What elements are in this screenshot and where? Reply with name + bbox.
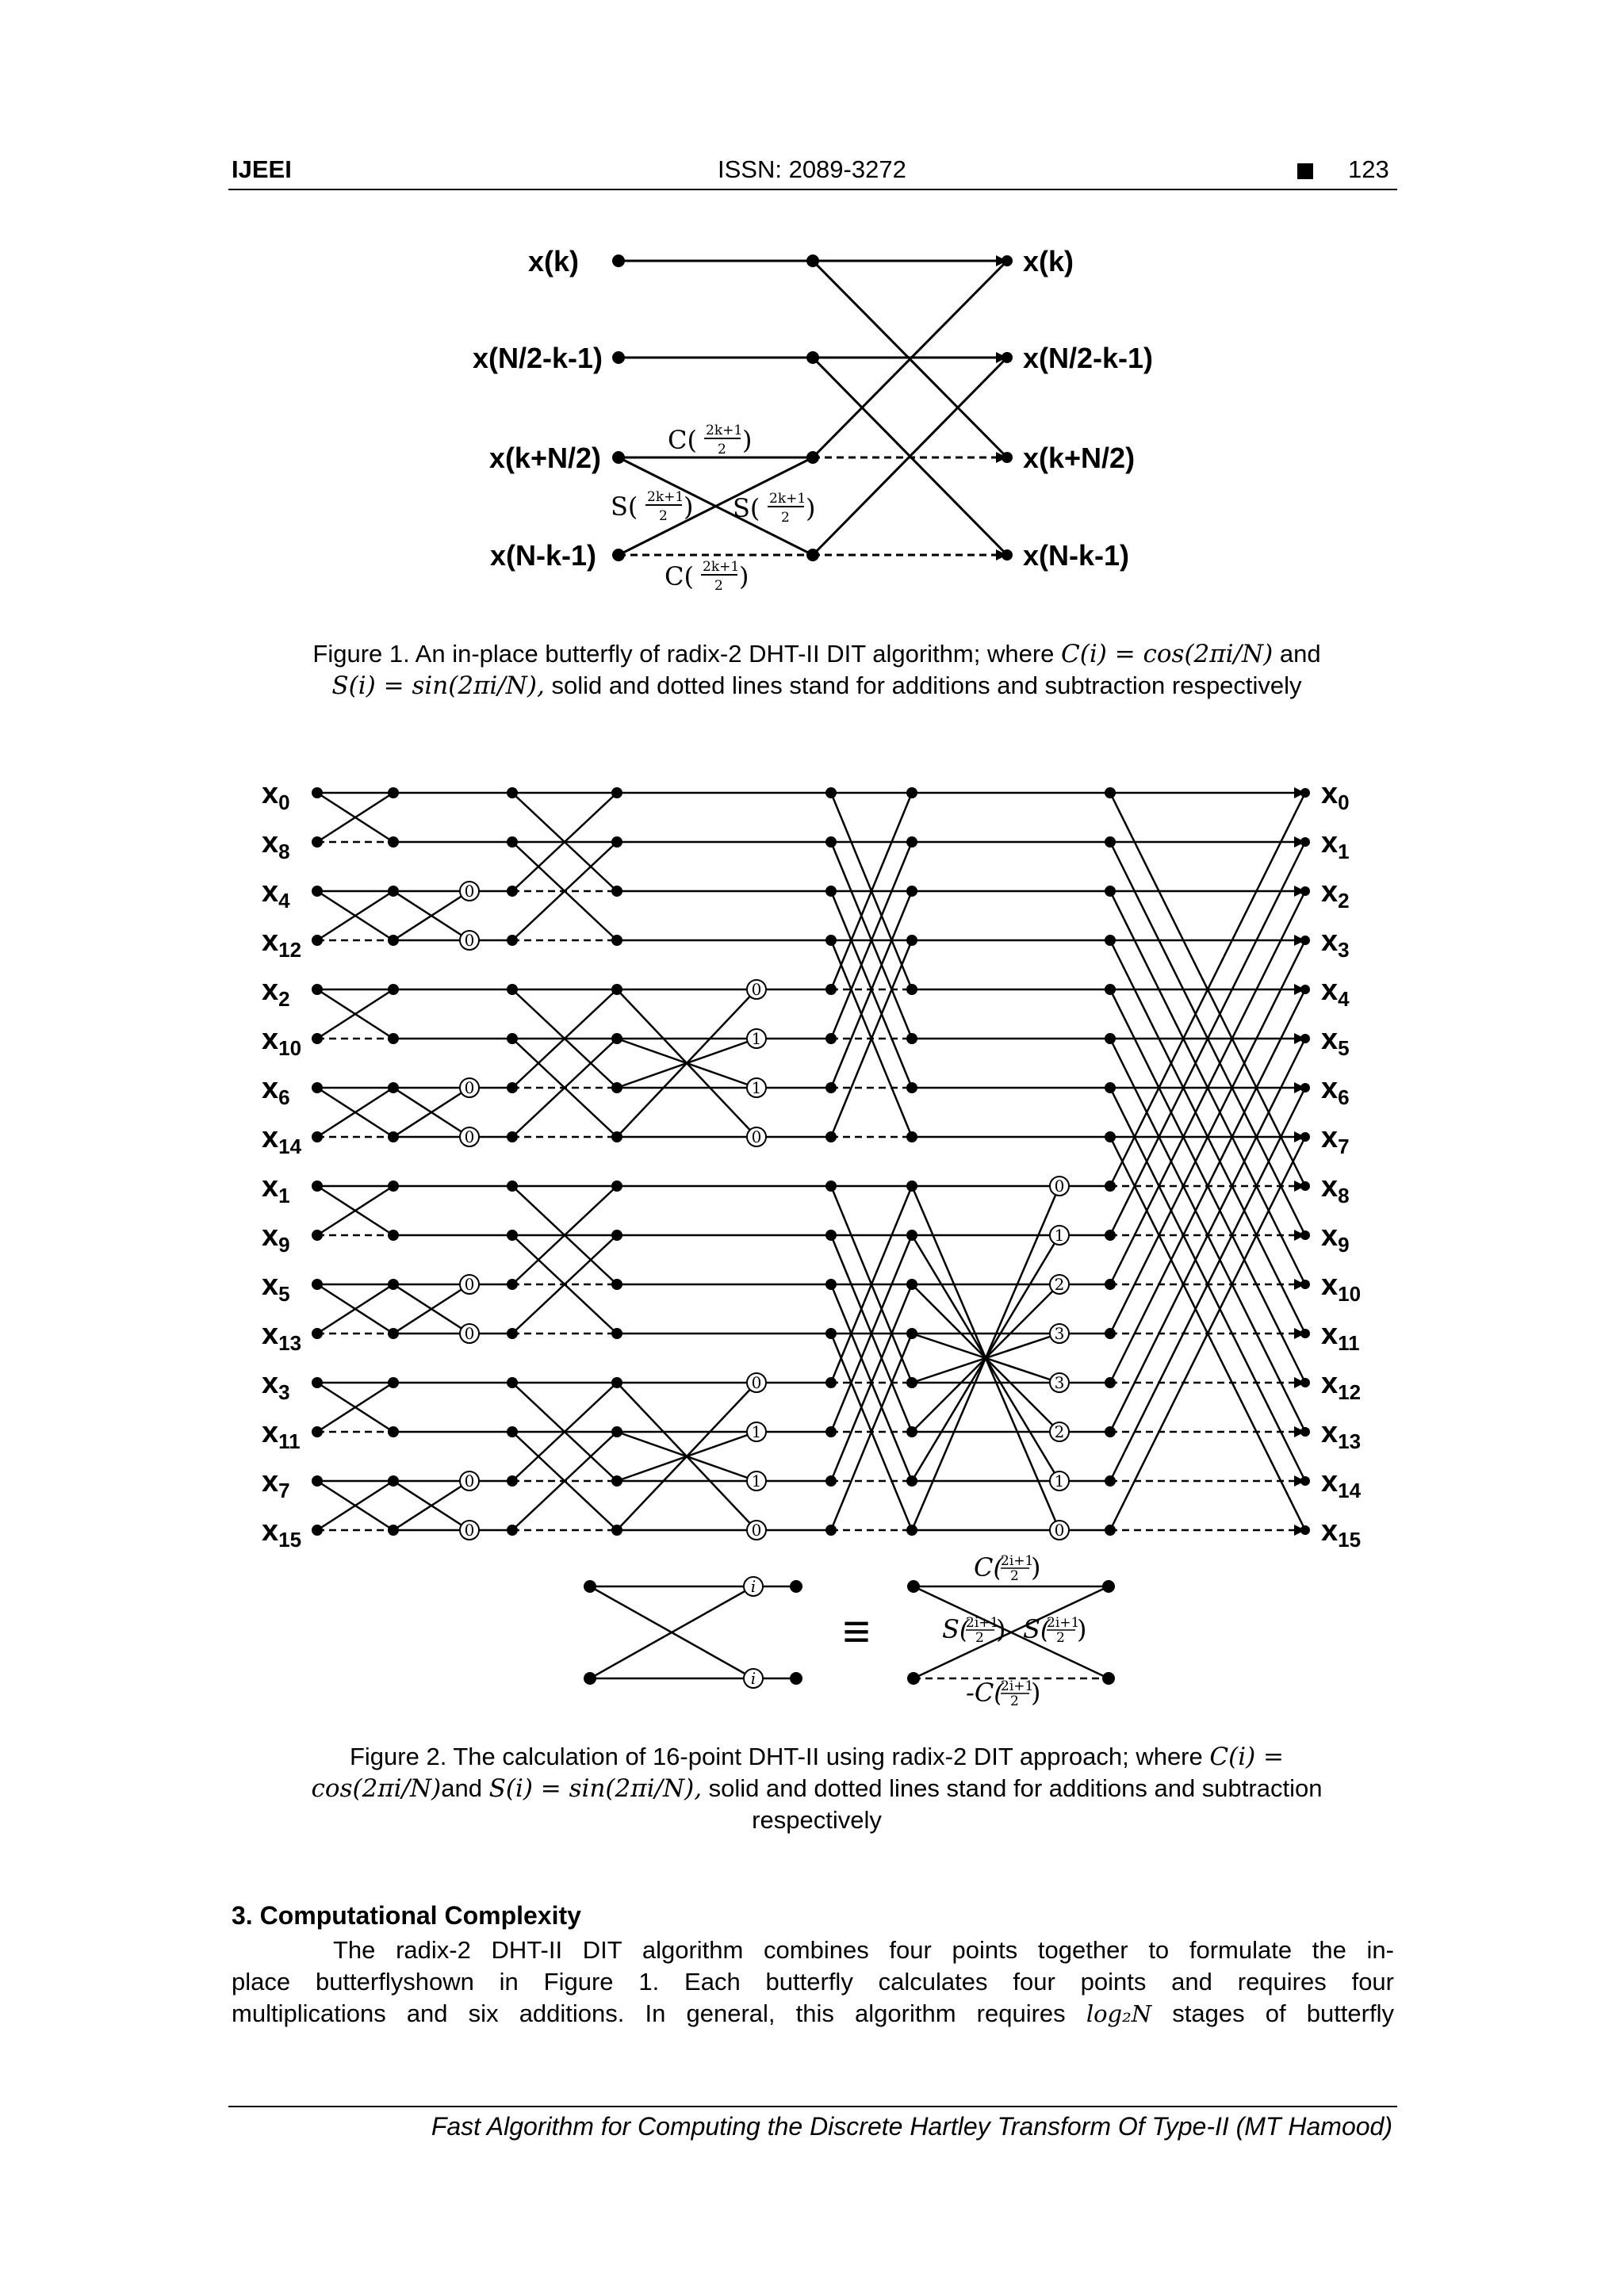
input-subscript: 1 [278,1184,290,1207]
flow-node [388,1426,399,1437]
twiddle-index: 0 [464,1324,475,1343]
fig1-right-label: x(k) [1023,245,1074,277]
caption-math: C(i) = cos(2πi/N) [1061,640,1274,668]
section-heading: 3. Computational Complexity [232,1901,581,1930]
twiddle-index: 1 [1054,1226,1065,1245]
caption-text: Figure 2. The calculation of 16-point DHT-II using radix-2 DIT approach; where [349,1743,1210,1770]
twiddle-index: 0 [464,1275,475,1294]
flow-node [906,1082,917,1093]
input-subscript: 11 [278,1429,301,1453]
figure-2-flow-graph [0,761,1624,1712]
input-subscript: 13 [278,1331,302,1355]
flow-node [507,787,518,798]
caption-text: and [441,1774,489,1802]
output-subscript: 3 [1338,938,1350,962]
coef-arg-num: 2k+1 [706,423,743,438]
output-node [1300,788,1310,798]
output-subscript: 1 [1338,840,1350,863]
flow-node [1105,1082,1116,1093]
flow-node [1105,1279,1116,1290]
output-label: $x_{11}$ [1321,1318,1360,1355]
flow-node [825,984,837,995]
output-label: $x_5$ [1321,1023,1350,1060]
figure-2-caption [238,1741,1396,1836]
input-subscript: 9 [278,1233,290,1257]
flow-node [825,1181,837,1192]
coef-c-top: C( [668,425,697,455]
output-subscript: 6 [1338,1085,1350,1109]
flow-node [611,1033,622,1044]
input-label: $x_6$ [262,1072,290,1109]
input-subscript: 10 [278,1036,302,1060]
journal-name: IJEEI [232,155,292,183]
page-number: 123 [1348,155,1389,183]
input-label: $x_2$ [262,974,290,1011]
fig1-right-label: x(N-k-1) [1023,539,1130,572]
caption-math: S(i) = sin(2πi/N), [488,1774,703,1803]
figure-1-butterfly [0,222,1624,618]
output-label: $x_{14}$ [1321,1465,1362,1502]
flow-node [507,1377,518,1388]
input-subscript: 4 [278,889,290,913]
input-subscript: 14 [278,1135,302,1158]
flow-node [906,1377,917,1388]
flow-node [507,1525,518,1536]
flow-node [507,1475,518,1487]
twiddle-index: 0 [751,980,762,999]
legend-arg-den: 2 [1010,1568,1019,1584]
flow-node [507,935,518,946]
output-subscript: 7 [1338,1135,1350,1158]
flow-node [312,886,323,897]
flow-node [388,1181,399,1192]
output-subscript: 2 [1338,889,1350,913]
output-node [1300,1280,1310,1289]
output-subscript: 8 [1338,1184,1350,1207]
flow-node [388,1377,399,1388]
output-label: $x_{10}$ [1321,1269,1362,1306]
flow-node [611,886,622,897]
caption-text: and [1273,640,1321,668]
flow-node [312,1033,323,1044]
output-label: $x_2$ [1321,875,1350,913]
twiddle-index: 0 [464,1127,475,1146]
output-label: $x_3$ [1321,924,1350,962]
flow-node [906,1131,917,1142]
twiddle-index: 0 [464,931,475,950]
flow-node [825,1377,837,1388]
body-paragraph [232,1934,1394,2030]
flow-node [1105,1033,1116,1044]
running-footer: Fast Algorithm for Computing the Discrete Hartley Transform Of Type-II (MT Hamood) [431,2112,1392,2141]
flow-node [507,1279,518,1290]
output-node [1300,1181,1310,1191]
flow-node [312,1082,323,1093]
flow-node [312,1328,323,1339]
input-subscript: 3 [278,1380,290,1404]
coef-close: ) [742,425,753,455]
input-subscript: 5 [278,1282,290,1306]
coef-arg-den: 2 [718,442,726,457]
flow-node [906,1230,917,1241]
flow-node [388,1279,399,1290]
caption-text: . An in-place butterfly of radix-2 DHT-II DIT algorithm; where [403,640,1062,668]
input-subscript: 8 [278,840,290,863]
flow-node [312,984,323,995]
flow-node [906,1475,917,1487]
caption-text: solid and dotted lines stand for additions and subtraction respectively [544,672,1302,699]
flow-node [906,984,917,995]
output-label: $x_9$ [1321,1219,1350,1257]
input-label: $x_4$ [262,875,290,913]
legend-c-top: C( [974,1552,1003,1582]
output-label: $x_{15}$ [1321,1514,1362,1552]
flow-node [611,1230,622,1241]
input-subscript: 6 [278,1085,290,1109]
body-line [232,1998,1394,2030]
legend-close: ) [996,1614,1006,1644]
output-node [1300,886,1310,896]
flow-node [825,1328,837,1339]
issn: ISSN: 2089-3272 [718,155,906,183]
output-subscript: 9 [1338,1233,1350,1257]
legend-close: ) [1077,1614,1087,1644]
output-subscript: 13 [1338,1429,1362,1453]
flow-node [507,1131,518,1142]
header-rule [228,189,1397,190]
caption-label: Figure 1 [312,640,404,668]
flow-node [388,1131,399,1142]
flow-node [825,836,837,848]
flow-node [611,1181,622,1192]
input-label: $x_9$ [262,1219,290,1257]
square-bullet-icon [1297,163,1313,179]
caption-text: respectively [752,1806,882,1834]
coef-s-right: S( [733,493,760,523]
output-subscript: 4 [1338,987,1350,1011]
flow-node [507,984,518,995]
coef-arg-den: 2 [781,510,790,526]
flow-node [388,1328,399,1339]
input-label: $x_3$ [262,1367,290,1404]
output-subscript: 0 [1338,790,1350,814]
flow-node [906,1426,917,1437]
flow-node [825,1230,837,1241]
legend-arg-num: 2i+1 [1001,1553,1034,1569]
flow-node [312,1181,323,1192]
flow-node [507,1033,518,1044]
twiddle-index: 2 [1054,1422,1065,1441]
flow-node [1105,1131,1116,1142]
flow-node [388,1082,399,1093]
output-label: $x_7$ [1321,1121,1350,1158]
twiddle-index: 0 [751,1373,762,1392]
flow-node [611,1475,622,1487]
coef-arg-num: 2k+1 [647,489,684,505]
output-node [1300,1329,1310,1338]
output-node [1300,1132,1310,1142]
input-label: $x_8$ [262,826,290,863]
output-subscript: 5 [1338,1036,1350,1060]
flow-node [611,1525,622,1536]
flow-node [1105,935,1116,946]
output-subscript: 10 [1338,1282,1362,1306]
output-node [1300,1034,1310,1043]
flow-node [611,984,622,995]
input-label: $x_{11}$ [262,1416,301,1453]
flow-node [312,1475,323,1487]
output-node [1300,1230,1310,1240]
output-subscript: 12 [1338,1380,1362,1404]
flow-node [507,886,518,897]
flow-node [611,1082,622,1093]
flow-node [825,886,837,897]
flow-node [388,1033,399,1044]
coef-arg-den: 2 [714,578,723,594]
flow-node [611,836,622,848]
input-label: $x_{12}$ [262,924,302,962]
input-label: $x_0$ [262,777,290,814]
input-subscript: 7 [278,1479,290,1502]
coef-close: ) [684,492,694,522]
flow-node [611,935,622,946]
output-node [1300,985,1310,994]
flow-node [388,1475,399,1487]
twiddle-index: 0 [751,1521,762,1540]
coef-arg-num: 2k+1 [769,491,806,507]
body-math: log₂N [1086,2000,1152,2027]
fig1-left-label: x(N-k-1) [489,539,596,572]
flow-node [312,935,323,946]
output-label: $x_6$ [1321,1072,1350,1109]
coef-c-bottom: C( [665,561,694,591]
flow-node [1105,984,1116,995]
fig1-left-label: x(k+N/2) [488,442,601,474]
flow-node [906,836,917,848]
body-line: The radix-2 DHT-II DIT algorithm combines four points together to formulate the in- [333,1936,1394,1964]
output-node [1300,1427,1310,1437]
caption-math: S(i) = sin(2πi/N), [331,672,545,700]
body-text: multiplications and six additions. In general, this algorithm requires [232,1999,1086,2027]
twiddle-index: 2 [1054,1275,1065,1294]
flow-node [1105,1525,1116,1536]
flow-node [906,1525,917,1536]
output-label: $x_8$ [1321,1170,1350,1207]
output-node [1300,936,1310,945]
flow-node [388,1230,399,1241]
flow-node [611,1279,622,1290]
body-text: stages of butterfly [1151,1999,1394,2027]
flow-node [507,1181,518,1192]
twiddle-index: 1 [751,1422,762,1441]
flow-node [906,787,917,798]
input-label: $x_5$ [262,1269,290,1306]
flow-node [312,1230,323,1241]
twiddle-index: 1 [1054,1471,1065,1490]
legend-close: ) [1031,1678,1041,1708]
flow-node [507,836,518,848]
input-subscript: 0 [278,790,290,814]
twiddle-index: 0 [464,882,475,901]
output-node [1300,837,1310,847]
flow-node [388,836,399,848]
flow-node [312,1131,323,1142]
coef-arg-den: 2 [659,508,668,524]
flow-node [312,1426,323,1437]
footer-rule [228,2106,1397,2107]
twiddle-index: 0 [464,1471,475,1490]
flow-node [825,1279,837,1290]
legend-arg-den: 2 [975,1630,984,1646]
twiddle-index: 0 [751,1127,762,1146]
twiddle-index: 0 [464,1521,475,1540]
twiddle-index: 0 [464,1078,475,1097]
flow-node [1105,1426,1116,1437]
fig1-right-label: x(k+N/2) [1023,442,1136,474]
output-node [1300,1525,1310,1535]
input-subscript: 2 [278,987,290,1011]
coef-s-left: S( [611,492,638,522]
flow-node [1105,886,1116,897]
flow-node [388,935,399,946]
flow-node [825,1082,837,1093]
flow-node [312,836,323,848]
input-label: $x_{15}$ [262,1514,302,1552]
twiddle-node-label: i [750,1669,756,1688]
flow-node [611,1377,622,1388]
input-label: $x_{14}$ [262,1121,302,1158]
output-subscript: 11 [1338,1331,1360,1355]
flow-node [1105,1328,1116,1339]
output-label: $x_1$ [1321,826,1350,863]
flow-node [825,1525,837,1536]
flow-node [825,1426,837,1437]
flow-node [507,1230,518,1241]
caption-math: C(i) = [1209,1743,1285,1771]
flow-node [906,1181,917,1192]
flow-node [1105,1475,1116,1487]
flow-node [312,1279,323,1290]
flow-node [611,1426,622,1437]
flow-node [388,886,399,897]
flow-node [825,1131,837,1142]
flow-node [507,1426,518,1437]
flow-node [312,1525,323,1536]
flow-node [825,1033,837,1044]
legend-c-bottom: -C( [966,1678,1004,1708]
legend-arg-num: 2i+1 [1047,1615,1080,1631]
flow-node [312,787,323,798]
body-line: place butterflyshown in Figure 1. Each butterfly calculates four points and requires four [232,1968,1394,1996]
caption-text: solid and dotted lines stand for additions and subtraction [702,1774,1323,1802]
legend-arg-den: 2 [1010,1693,1019,1709]
flow-node [906,1328,917,1339]
twiddle-index: 1 [751,1029,762,1048]
flow-node [611,1131,622,1142]
output-label: $x_{13}$ [1321,1416,1362,1453]
input-subscript: 12 [278,938,302,962]
twiddle-index: 3 [1054,1373,1065,1392]
flow-node [1105,787,1116,798]
fig1-right-label: x(N/2-k-1) [1023,342,1154,374]
flow-node [1105,1230,1116,1241]
legend-s-left: S( [942,1614,970,1644]
flow-node [1105,1377,1116,1388]
fig1-left-label: x(N/2-k-1) [472,342,603,374]
output-label: $x_4$ [1321,974,1350,1011]
input-label: $x_{10}$ [262,1023,302,1060]
equivalence-sign: ≡ [842,1605,871,1658]
twiddle-index: 0 [1054,1177,1065,1196]
flow-node [825,787,837,798]
coef-arg-num: 2k+1 [703,559,740,575]
flow-node [388,984,399,995]
coef-close: ) [806,493,816,523]
input-subscript: 15 [278,1528,302,1552]
input-label: $x_{13}$ [262,1318,302,1355]
input-label: $x_1$ [262,1170,290,1207]
flow-node [507,1082,518,1093]
twiddle-node-label: i [750,1577,756,1596]
flow-node [906,886,917,897]
flow-node [388,1525,399,1536]
output-label: $x_0$ [1321,777,1350,814]
flow-node [906,1279,917,1290]
legend-close: ) [1031,1552,1041,1582]
flow-node [312,1377,323,1388]
fig1-left-label: x(k) [527,245,579,277]
output-label: $x_{12}$ [1321,1367,1362,1404]
flow-node [825,1475,837,1487]
twiddle-index: 3 [1054,1324,1065,1343]
legend-arg-den: 2 [1056,1630,1065,1646]
output-node [1300,1476,1310,1486]
output-node [1300,1083,1310,1093]
twiddle-index: 0 [1054,1521,1065,1540]
flow-node [906,1033,917,1044]
output-subscript: 15 [1338,1528,1362,1552]
legend-s-right: S( [1023,1614,1051,1644]
legend-arg-num: 2i+1 [966,1615,999,1631]
output-node [1300,1378,1310,1387]
flow-node [906,935,917,946]
output-subscript: 14 [1338,1479,1362,1502]
twiddle-index: 1 [751,1078,762,1097]
twiddle-index: 1 [751,1471,762,1490]
flow-node [825,935,837,946]
flow-node [611,1328,622,1339]
input-label: $x_7$ [262,1465,290,1502]
flow-node [507,1328,518,1339]
figure-1-caption [238,638,1396,702]
legend-arg-num: 2i+1 [1001,1678,1034,1694]
flow-node [1105,1181,1116,1192]
caption-math: cos(2πi/N) [311,1774,442,1803]
flow-node [388,787,399,798]
coef-close: ) [739,561,749,591]
flow-node [611,787,622,798]
flow-node [1105,836,1116,848]
